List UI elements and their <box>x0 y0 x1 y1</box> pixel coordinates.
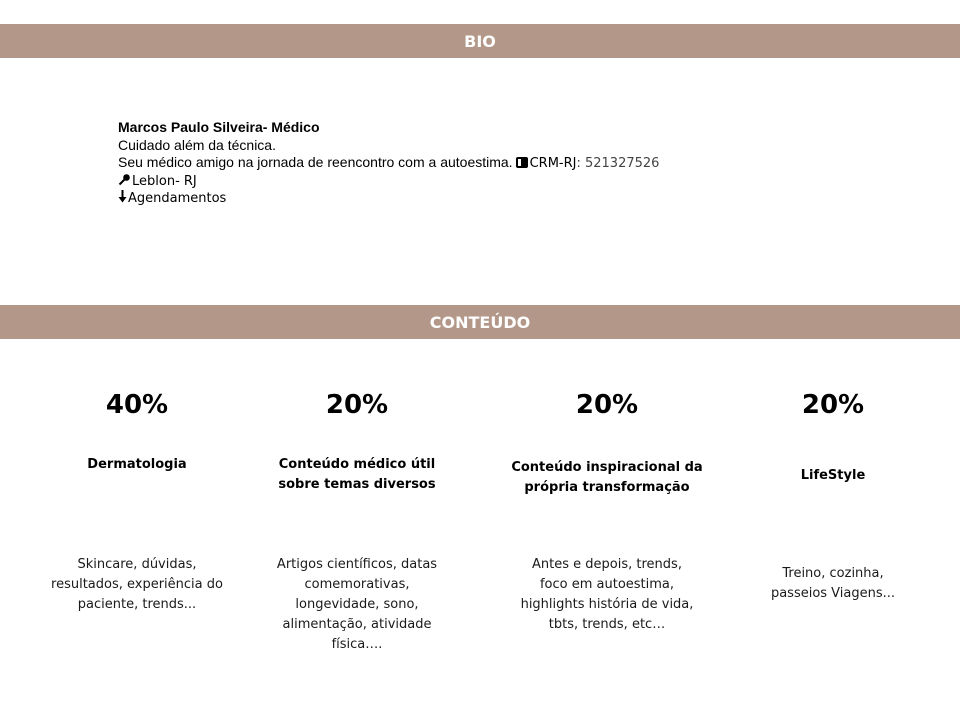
pillar-description <box>733 564 933 604</box>
pillar-title <box>733 466 933 486</box>
pillar-percent: 20% <box>801 390 865 420</box>
pillar-description-line: Treino, cozinha, <box>782 566 884 581</box>
profile-description-line <box>118 154 659 173</box>
pillar-description-line: tbts, trends, etc… <box>548 617 666 632</box>
pillar-title-line: Conteúdo inspiracional da <box>511 460 703 475</box>
profile-booking-line <box>118 190 659 208</box>
pillar-description-line: paciente, trends... <box>77 597 197 612</box>
content-section-title: CONTEÚDO <box>429 312 531 332</box>
pillar-title <box>507 458 707 498</box>
pillar-description-line: alimentação, atividade <box>282 617 432 632</box>
profile-description: Seu médico amigo na jornada de reencontro com a autoestima. <box>118 154 513 170</box>
pillar-description-line: passeios Viagens... <box>770 586 896 601</box>
crm-number: : 521327526 <box>576 156 660 171</box>
pillar-percent: 20% <box>325 390 389 420</box>
pin-icon <box>118 173 131 191</box>
profile-location-line <box>118 173 659 191</box>
pillar-description-line: física…. <box>331 637 383 652</box>
pillar-description-line: resultados, experiência do <box>51 577 223 592</box>
pillar-title-line: Dermatologia <box>87 457 187 472</box>
pillar-title-line: Conteúdo médico útil <box>278 457 436 472</box>
arrow-down-icon <box>118 190 127 208</box>
pillar-description <box>507 555 707 635</box>
pillar-description-line: foco em autoestima, <box>539 577 675 592</box>
pillar-percent: 40% <box>105 390 169 420</box>
pillar-description-line: comemorativas, <box>304 577 410 592</box>
profile-name: Marcos Paulo Silveira- Médico <box>118 119 320 135</box>
pillar-description-line: Skincare, dúvidas, <box>77 557 197 572</box>
bio-section-header <box>0 24 960 58</box>
pillar-title <box>37 455 237 475</box>
pillar-title <box>257 455 457 495</box>
pillar-description-line: longevidade, sono, <box>295 597 419 612</box>
pillar-description <box>37 555 237 615</box>
pillar-percent: 20% <box>575 390 639 420</box>
pillar-title-line: sobre temas diversos <box>278 477 436 492</box>
profile-tagline: Cuidado além da técnica. <box>118 136 276 153</box>
pillar-title-line: LifeStyle <box>800 468 866 483</box>
crm-label: CRM-RJ <box>529 156 577 171</box>
profile-booking: Agendamentos <box>128 191 227 206</box>
pillar-description-line: Antes e depois, trends, <box>532 557 682 572</box>
pillar-description <box>257 555 457 655</box>
content-section-header <box>0 305 960 339</box>
profile-location: Leblon- RJ <box>132 173 197 189</box>
bio-section-title: BIO <box>464 31 496 51</box>
pillar-title-line: própria transformação <box>524 480 690 495</box>
id-card-icon <box>516 157 528 168</box>
profile-bio <box>118 119 659 208</box>
pillar-description-line: highlights história de vida, <box>520 597 694 612</box>
pillar-description-line: Artigos científicos, datas <box>276 557 438 572</box>
